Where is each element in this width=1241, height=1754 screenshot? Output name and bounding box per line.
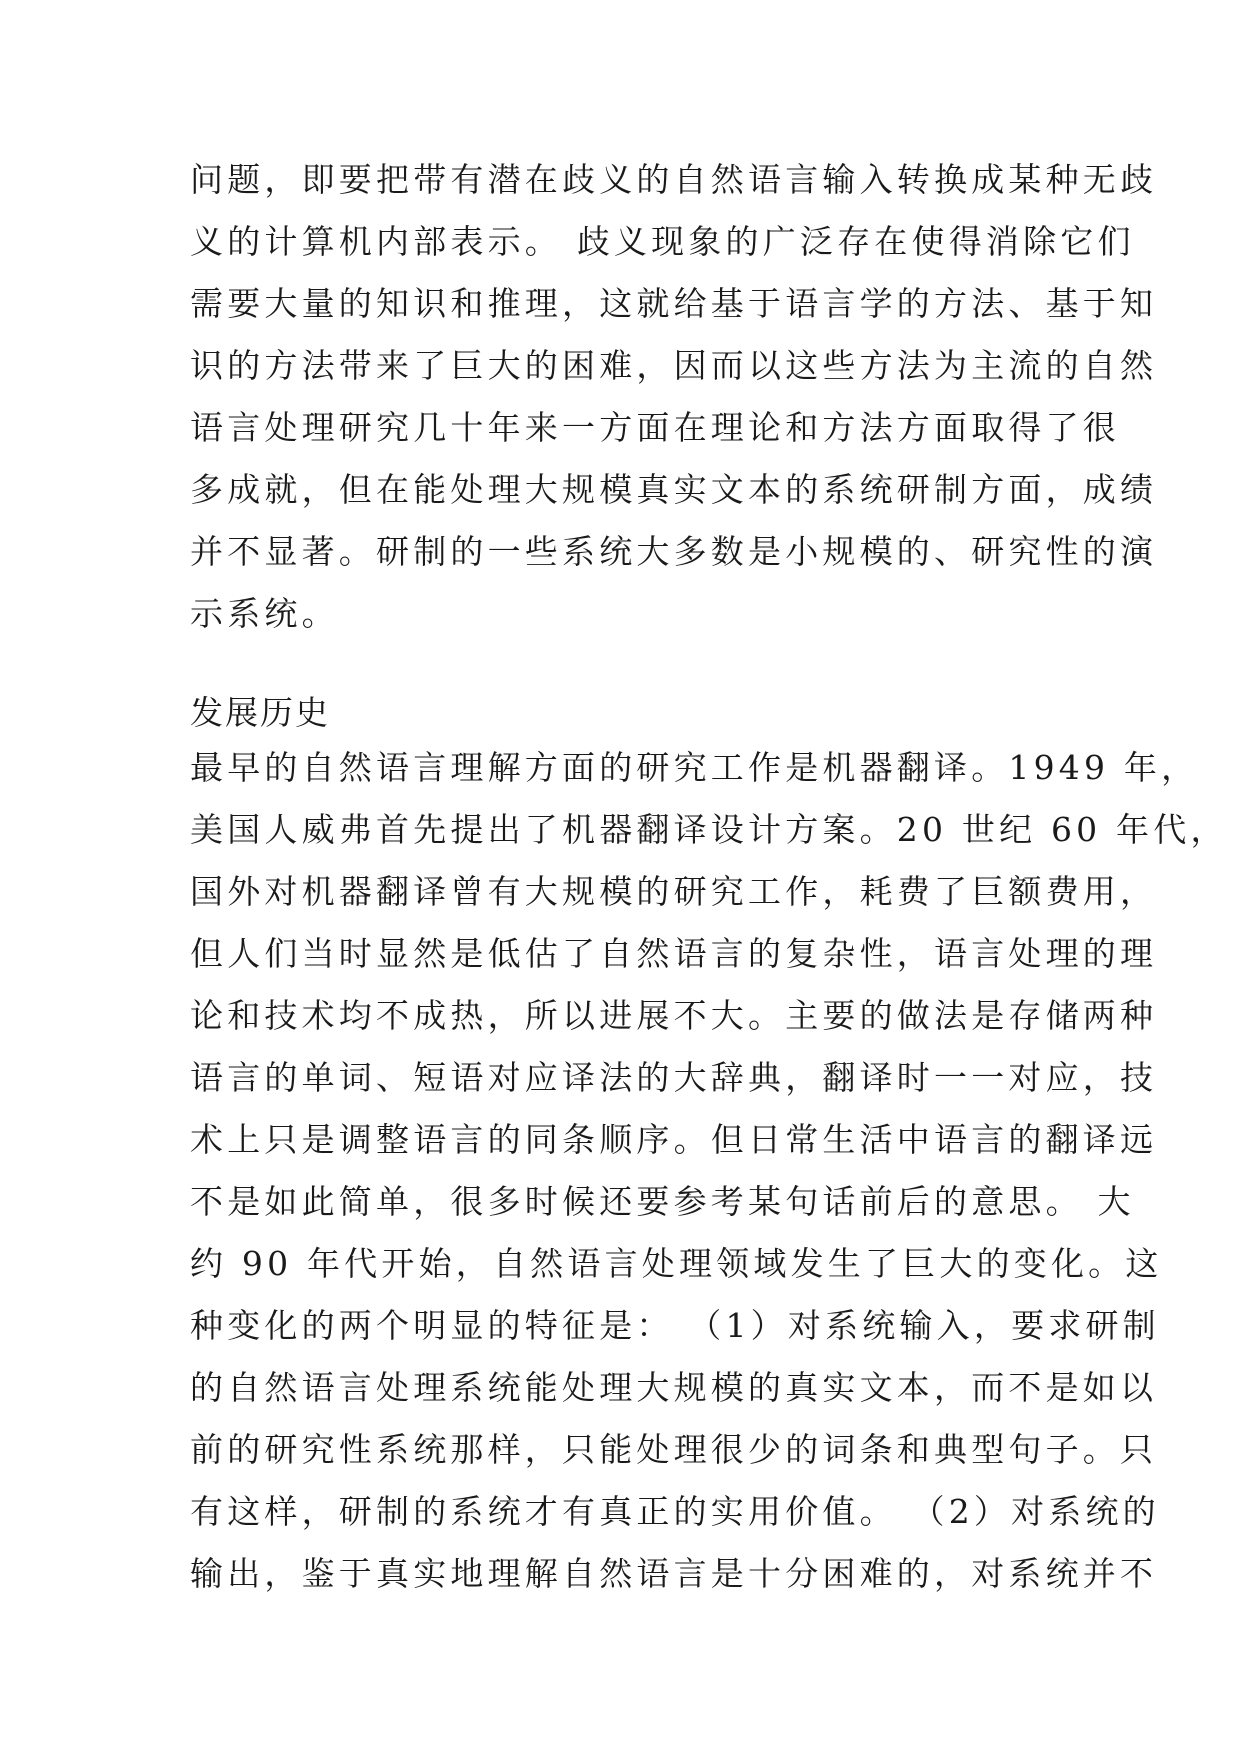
paragraph-line: 并不显著。研制的一些系统大多数是小规模的、研究性的演 bbox=[190, 532, 1158, 571]
paragraph-line: 义的计算机内部表示。 歧义现象的广泛存在使得消除它们 bbox=[190, 222, 1135, 261]
paragraph-line: 种变化的两个明显的特征是： （1）对系统输入，要求研制 bbox=[190, 1306, 1160, 1345]
section-heading: 发展历史 bbox=[190, 693, 330, 732]
paragraph-line: 有这样，研制的系统才有真正的实用价值。 （2）对系统的 bbox=[190, 1492, 1160, 1531]
paragraph-line: 前的研究性系统那样，只能处理很少的词条和典型句子。只 bbox=[190, 1430, 1158, 1469]
paragraph-line: 语言的单词、短语对应译法的大辞典，翻译时一一对应，技 bbox=[190, 1058, 1158, 1097]
paragraph-line: 示系统。 bbox=[190, 594, 339, 633]
paragraph-line: 需要大量的知识和推理，这就给基于语言学的方法、基于知 bbox=[190, 284, 1158, 323]
paragraph-line: 术上只是调整语言的同条顺序。但日常生活中语言的翻译远 bbox=[190, 1120, 1158, 1159]
paragraph-line: 美国人威弗首先提出了机器翻译设计方案。20 世纪 60 年代， bbox=[190, 810, 1228, 849]
paragraph-line: 国外对机器翻译曾有大规模的研究工作，耗费了巨额费用， bbox=[190, 872, 1158, 911]
paragraph-line: 问题，即要把带有潜在歧义的自然语言输入转换成某种无歧 bbox=[190, 160, 1158, 199]
paragraph-line: 但人们当时显然是低估了自然语言的复杂性，语言处理的理 bbox=[190, 934, 1158, 973]
paragraph-line: 识的方法带来了巨大的困难，因而以这些方法为主流的自然 bbox=[190, 346, 1158, 385]
paragraph-line: 语言处理研究几十年来一方面在理论和方法方面取得了很 bbox=[190, 408, 1120, 447]
paragraph-line: 输出，鉴于真实地理解自然语言是十分困难的，对系统并不 bbox=[190, 1554, 1158, 1593]
paragraph-line: 的自然语言处理系统能处理大规模的真实文本，而不是如以 bbox=[190, 1368, 1158, 1407]
paragraph-line: 约 90 年代开始，自然语言处理领域发生了巨大的变化。这 bbox=[190, 1244, 1163, 1283]
paragraph-line: 不是如此简单，很多时候还要参考某句话前后的意思。 大 bbox=[190, 1182, 1135, 1221]
paragraph-line: 多成就，但在能处理大规模真实文本的系统研制方面，成绩 bbox=[190, 470, 1158, 509]
paragraph-line: 论和技术均不成热，所以进展不大。主要的做法是存储两种 bbox=[190, 996, 1158, 1035]
paragraph-line: 最早的自然语言理解方面的研究工作是机器翻译。1949 年， bbox=[190, 748, 1199, 787]
